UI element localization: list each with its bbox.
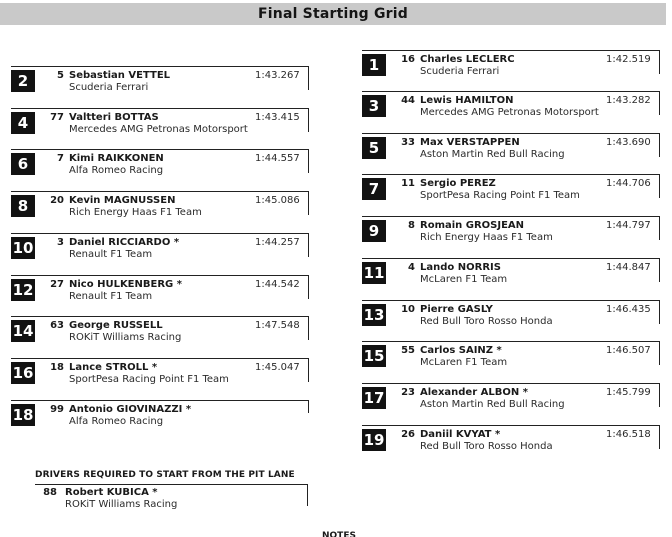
pit-lane-entry xyxy=(35,484,308,508)
lap-time: 1:47.548 xyxy=(255,320,300,331)
driver-name: Robert KUBICA * xyxy=(65,487,158,498)
notes-heading: NOTES xyxy=(322,531,356,537)
driver-name: Kimi RAIKKONEN xyxy=(69,153,164,164)
grid-entry xyxy=(11,149,309,175)
lap-time: 1:43.690 xyxy=(606,137,651,148)
team-name: Red Bull Toro Rosso Honda xyxy=(420,316,553,327)
team-name: Renault F1 Team xyxy=(69,291,153,302)
grid-position: 9 xyxy=(362,220,386,242)
grid-entry xyxy=(11,316,309,342)
team-name: Mercedes AMG Petronas Motorsport xyxy=(420,107,599,118)
team-name: Red Bull Toro Rosso Honda xyxy=(420,441,553,452)
lap-time: 1:46.435 xyxy=(606,304,651,315)
lap-time: 1:44.257 xyxy=(255,237,300,248)
driver-name: Antonio GIOVINAZZI * xyxy=(69,404,192,415)
driver-name: Romain GROSJEAN xyxy=(420,220,525,231)
driver-name: Lando NORRIS xyxy=(420,262,501,273)
grid-position: 8 xyxy=(11,195,35,217)
driver-name: Kevin MAGNUSSEN xyxy=(69,195,176,206)
driver-name: Pierre GASLY xyxy=(420,304,493,315)
car-number: 3 xyxy=(57,237,64,248)
lap-time: 1:46.518 xyxy=(606,429,651,440)
team-name: SportPesa Racing Point F1 Team xyxy=(420,190,580,201)
lap-time: 1:44.847 xyxy=(606,262,651,273)
grid-entry xyxy=(11,191,309,217)
car-number: 44 xyxy=(401,95,415,106)
grid-entry xyxy=(11,108,309,134)
team-name: Alfa Romeo Racing xyxy=(69,165,164,176)
team-name: Scuderia Ferrari xyxy=(69,82,149,93)
grid-position: 13 xyxy=(363,306,385,324)
grid-entry xyxy=(11,66,309,92)
grid-position: 10 xyxy=(12,239,34,257)
car-number: 63 xyxy=(50,320,64,331)
driver-name: Sergio PEREZ xyxy=(420,178,496,189)
grid-entry xyxy=(362,174,660,200)
car-number: 16 xyxy=(401,54,415,65)
car-number: 88 xyxy=(43,487,57,498)
driver-name: Carlos SAINZ * xyxy=(420,345,502,356)
grid-position: 18 xyxy=(12,406,34,424)
grid-position: 4 xyxy=(11,112,35,134)
car-number: 4 xyxy=(408,262,415,273)
lap-time: 1:43.267 xyxy=(255,70,300,81)
car-number: 11 xyxy=(401,178,415,189)
grid-entry xyxy=(362,341,660,367)
grid-entry xyxy=(11,275,309,301)
grid-entry xyxy=(11,358,309,384)
grid-position: 2 xyxy=(11,70,35,92)
lap-time: 1:45.086 xyxy=(255,195,300,206)
driver-name: George RUSSELL xyxy=(69,320,163,331)
driver-name: Sebastian VETTEL xyxy=(69,70,171,81)
grid-entry xyxy=(362,133,660,159)
team-name: McLaren F1 Team xyxy=(420,274,508,285)
lap-time: 1:44.542 xyxy=(255,279,300,290)
team-name: Rich Energy Haas F1 Team xyxy=(69,207,202,218)
lap-time: 1:44.797 xyxy=(606,220,651,231)
grid-position: 14 xyxy=(12,322,34,340)
grid-entry xyxy=(11,233,309,259)
grid-entry xyxy=(362,50,660,76)
car-number: 7 xyxy=(57,153,64,164)
driver-name: Charles LECLERC xyxy=(420,54,515,65)
grid-entry xyxy=(362,300,660,326)
lap-time: 1:46.507 xyxy=(606,345,651,356)
team-name: Renault F1 Team xyxy=(69,249,153,260)
team-name: Aston Martin Red Bull Racing xyxy=(420,149,565,160)
page-title: Final Starting Grid xyxy=(258,6,408,22)
grid-position: 16 xyxy=(12,364,34,382)
grid-position: 3 xyxy=(362,95,386,117)
grid-entry xyxy=(362,383,660,409)
driver-name: Lance STROLL * xyxy=(69,362,158,373)
pit-lane-heading: DRIVERS REQUIRED TO START FROM THE PIT LANE xyxy=(35,470,295,480)
driver-name: Daniil KVYAT * xyxy=(420,429,501,440)
grid-position: 12 xyxy=(12,281,34,299)
grid-position: 6 xyxy=(11,153,35,175)
car-number: 5 xyxy=(57,70,64,81)
driver-name: Lewis HAMILTON xyxy=(420,95,514,106)
grid-position: 15 xyxy=(363,347,385,365)
grid-position: 17 xyxy=(363,389,385,407)
grid-entry xyxy=(362,91,660,117)
driver-name: Alexander ALBON * xyxy=(420,387,528,398)
page-header xyxy=(0,3,666,25)
team-name: ROKiT Williams Racing xyxy=(69,332,182,343)
team-name: Alfa Romeo Racing xyxy=(69,416,164,427)
team-name: Scuderia Ferrari xyxy=(420,66,500,77)
lap-time: 1:43.415 xyxy=(255,112,300,123)
car-number: 77 xyxy=(50,112,64,123)
lap-time: 1:44.557 xyxy=(255,153,300,164)
car-number: 10 xyxy=(401,304,415,315)
driver-name: Valtteri BOTTAS xyxy=(69,112,159,123)
team-name: Mercedes AMG Petronas Motorsport xyxy=(69,124,248,135)
grid-entry xyxy=(362,425,660,451)
grid-position: 1 xyxy=(362,54,386,76)
car-number: 18 xyxy=(50,362,64,373)
driver-name: Nico HULKENBERG * xyxy=(69,279,182,290)
team-name: Aston Martin Red Bull Racing xyxy=(420,399,565,410)
team-name: SportPesa Racing Point F1 Team xyxy=(69,374,229,385)
grid-entry xyxy=(11,400,309,426)
grid-position: 7 xyxy=(362,178,386,200)
lap-time: 1:43.282 xyxy=(606,95,651,106)
car-number: 23 xyxy=(401,387,415,398)
grid-position: 5 xyxy=(362,137,386,159)
lap-time: 1:45.047 xyxy=(255,362,300,373)
driver-name: Daniel RICCIARDO * xyxy=(69,237,180,248)
grid-entry xyxy=(362,216,660,242)
grid-entry xyxy=(362,258,660,284)
lap-time: 1:44.706 xyxy=(606,178,651,189)
car-number: 33 xyxy=(401,137,415,148)
car-number: 99 xyxy=(50,404,64,415)
team-name: Rich Energy Haas F1 Team xyxy=(420,232,553,243)
driver-name: Max VERSTAPPEN xyxy=(420,137,520,148)
lap-time: 1:42.519 xyxy=(606,54,651,65)
car-number: 8 xyxy=(408,220,415,231)
grid-position: 19 xyxy=(363,431,385,449)
car-number: 20 xyxy=(50,195,64,206)
car-number: 55 xyxy=(401,345,415,356)
car-number: 26 xyxy=(401,429,415,440)
team-name: ROKiT Williams Racing xyxy=(65,499,178,510)
lap-time: 1:45.799 xyxy=(606,387,651,398)
car-number: 27 xyxy=(50,279,64,290)
team-name: McLaren F1 Team xyxy=(420,357,508,368)
grid-position: 11 xyxy=(363,264,385,282)
